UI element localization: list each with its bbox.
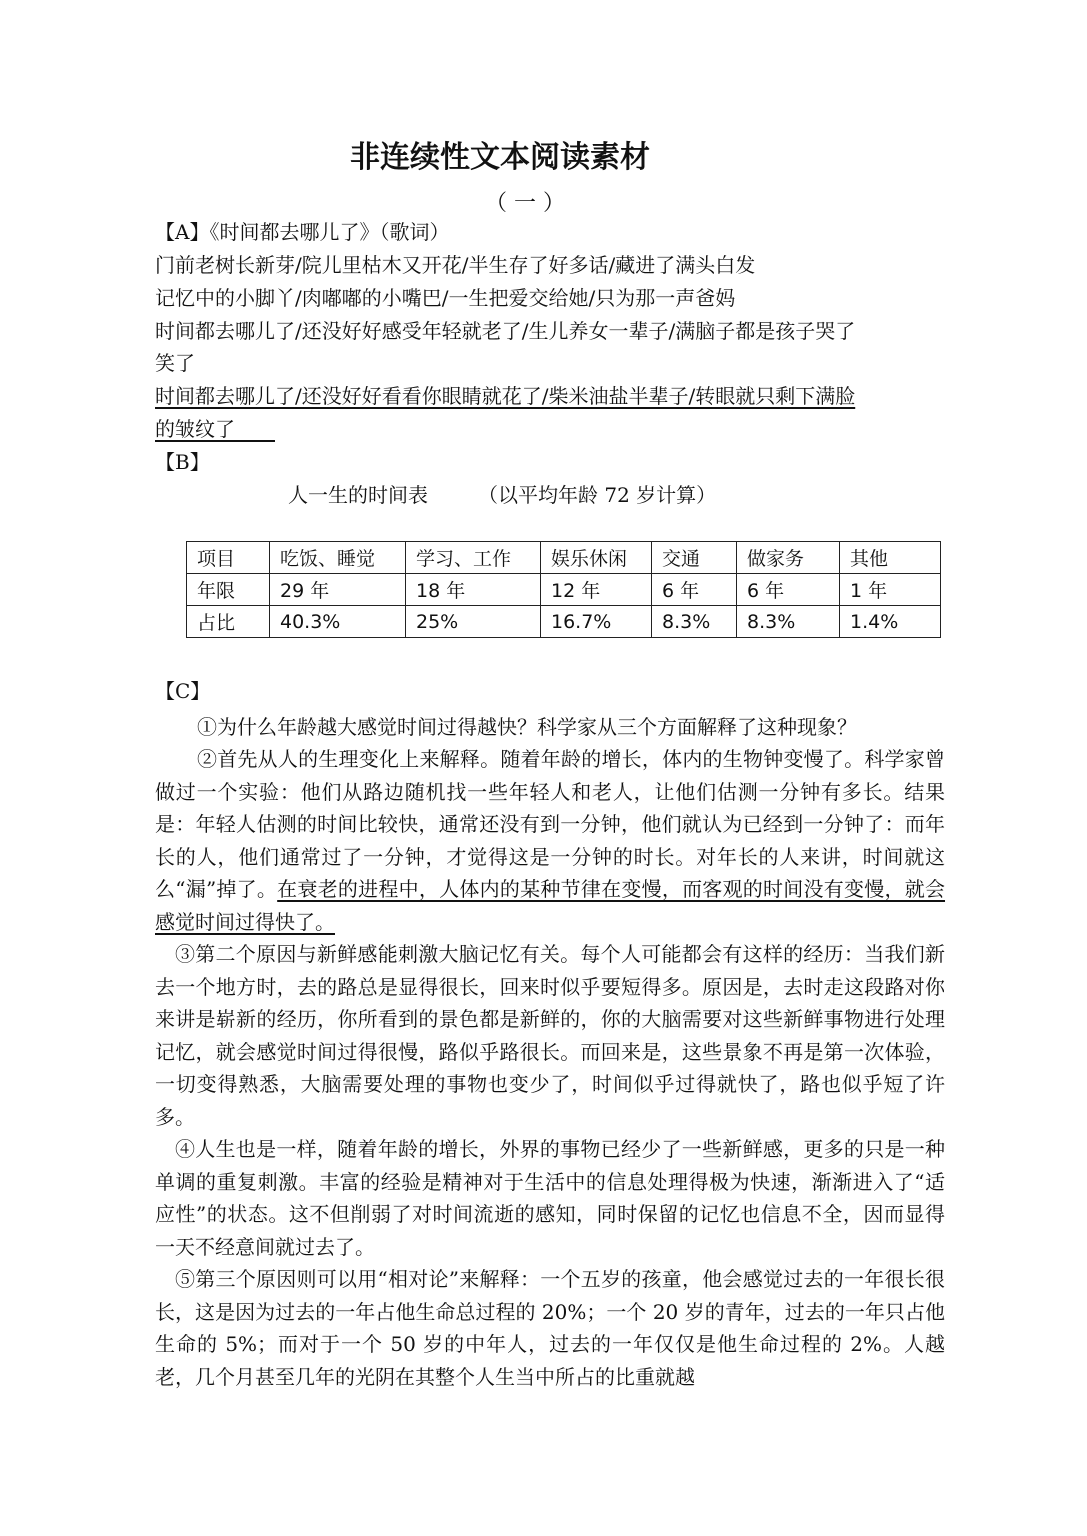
table-row bbox=[187, 606, 941, 638]
paragraph-4: ④人生也是一样，随着年龄的增长，外界的事物已经少了一些新鲜感，更多的只是一种单调的重复刺激。丰富的经验是精神对于生活中的信息处理得极为快速，渐渐进入了“适应性”的状态。这不但削弱了对时间流逝的感知，同时保留的记忆也信息不全，因而显得一天不经意间就过去了。 bbox=[155, 1137, 945, 1259]
section-b-label: 【B】 bbox=[155, 450, 210, 474]
table-cell: 25% bbox=[406, 606, 541, 638]
table-cell: 40.3% bbox=[270, 606, 406, 638]
table-cell: 吃饭、睡觉 bbox=[270, 542, 406, 574]
lyric-line: 笑了 bbox=[155, 351, 195, 375]
table-cell: 娱乐休闲 bbox=[541, 542, 652, 574]
table-cell: 其他 bbox=[840, 542, 941, 574]
lyric-line-underlined: 的皱纹了 bbox=[155, 417, 235, 441]
page-subtitle: （ 一 ） bbox=[485, 191, 565, 216]
table-cell: 年限 bbox=[187, 574, 270, 606]
table-cell: 交通 bbox=[652, 542, 737, 574]
table-cell: 1 年 bbox=[840, 574, 941, 606]
paragraph-2: ②首先从人的生理变化上来解释。随着年龄的增长，体内的生物钟变慢了。科学家曾做过一个实验：他们从路边随机找一些年轻人和老人，让他们估测一分钟有多长。结果是：年轻人估测的时间比较快，通常还没有到一分钟，他们就认为已经到一分钟了：而年长的人，他们通常过了一分钟，才觉得这是一分钟的时长。对年长的人来讲，时间就这么“漏”掉了。在衰老的进程中，人体内的某种节律在变慢，而客观的时间没有变慢，就会感觉时间过得快了。 bbox=[155, 747, 946, 934]
table-row bbox=[187, 542, 941, 574]
table-cell: 12 年 bbox=[541, 574, 652, 606]
table-cell: 18 年 bbox=[406, 574, 541, 606]
table-cell: 项目 bbox=[187, 542, 270, 574]
time-table bbox=[186, 541, 941, 638]
table-cell: 16.7% bbox=[541, 606, 652, 638]
lyric-line: 记忆中的小脚丫/肉嘟嘟的小嘴巴/一生把爱交给她/只为那一声爸妈 bbox=[155, 286, 736, 310]
table-cell: 占比 bbox=[187, 606, 270, 638]
table-cell: 1.4% bbox=[840, 606, 941, 638]
lyric-line: 门前老树长新芽/院儿里枯木又开花/半生存了好多话/藏进了满头白发 bbox=[155, 253, 756, 277]
table-cell: 做家务 bbox=[737, 542, 840, 574]
table-cell: 8.3% bbox=[737, 606, 840, 638]
table-cell: 8.3% bbox=[652, 606, 737, 638]
table-cell: 29 年 bbox=[270, 574, 406, 606]
table-row bbox=[187, 574, 941, 606]
paragraph-3: ③第二个原因与新鲜感能刺激大脑记忆有关。每个人可能都会有这样的经历：当我们新去一个地方时，去的路总是显得很长，回来时似乎要短得多。原因是，去时走这段路对你来讲是崭新的经历，你所看到的景色都是新鲜的，你的大脑需要对这些新鲜事物进行处理记忆，就会感觉时间过得很慢，路似乎路很长。而回来是，这些景象不再是第一次体验，一切变得熟悉，大脑需要处理的事物也变少了，时间似乎过得就快了，路也似乎短了许多。 bbox=[155, 942, 945, 1129]
page-title: 非连续性文本阅读素材 bbox=[350, 140, 650, 175]
table-cell: 6 年 bbox=[737, 574, 840, 606]
table-cell: 6 年 bbox=[652, 574, 737, 606]
table-cell: 学习、工作 bbox=[406, 542, 541, 574]
lyric-line: 时间都去哪儿了/还没好好感受年轻就老了/生儿养女一辈子/满脑子都是孩子哭了 bbox=[155, 319, 856, 343]
paragraph-1: ①为什么年龄越大感觉时间过得越快？科学家从三个方面解释了这种现象？ bbox=[197, 715, 857, 739]
section-a-label: 【A】《时间都去哪儿了》（歌词） bbox=[155, 220, 450, 244]
table-caption: 人一生的时间表 （以平均年龄 72 岁计算） bbox=[288, 483, 717, 507]
section-c-label: 【C】 bbox=[155, 679, 211, 703]
underlined-sentence: 在衰老的进程中，人体内的某种节律在变慢，而客观的时间没有变慢，就会感觉时间过得快了。 bbox=[155, 877, 946, 934]
paragraph-5: ⑤第三个原因则可以用“相对论”来解释：一个五岁的孩童，他会感觉过去的一年很长很长，这是因为过去的一年占他生命总过程的 20%；一个 20 岁的青年，过去的一年只占他生命的 5%；而对于一个 50 岁的中年人，过去的一年仅仅是他生命过程的 2%。人越老，几个月甚至几年的光阴在其整个人生当中所占的比重就越 bbox=[155, 1267, 945, 1389]
lyric-line-underlined: 时间都去哪儿了/还没好好看看你眼睛就花了/柴米油盐半辈子/转眼就只剩下满脸 bbox=[155, 384, 856, 408]
